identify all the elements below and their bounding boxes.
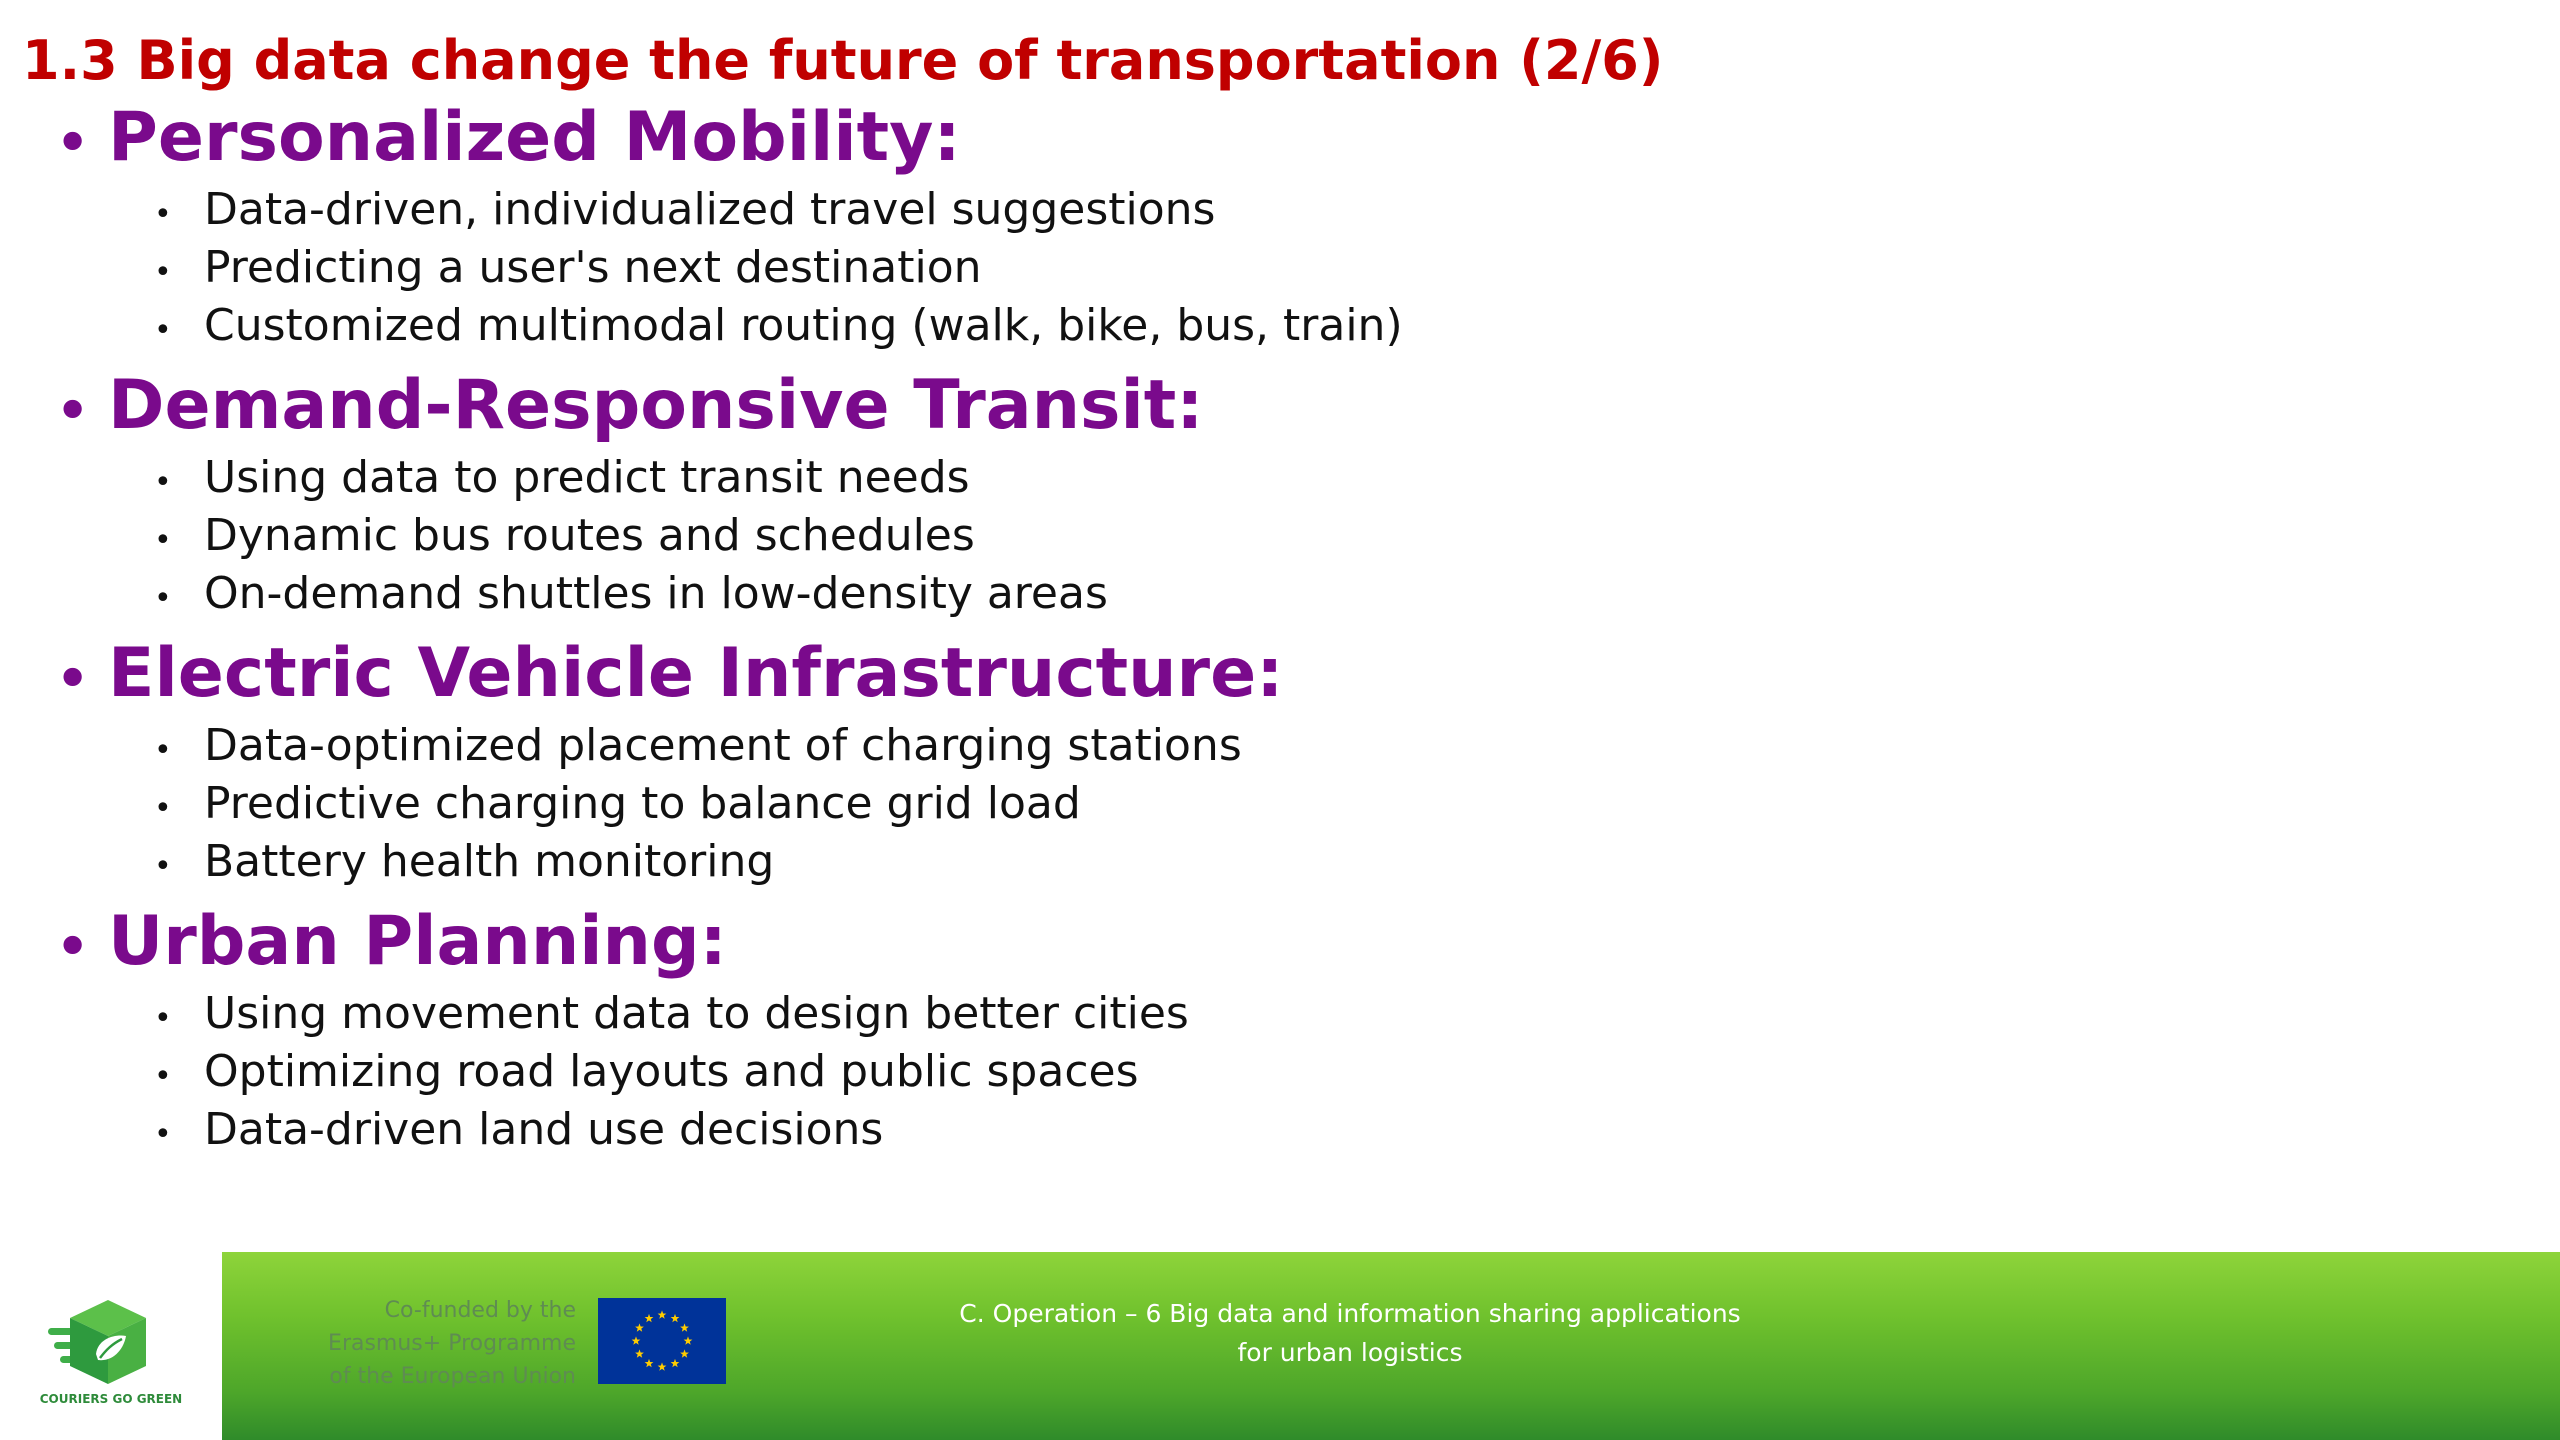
- list-item: [154, 720, 2456, 778]
- item-bullet: •: [154, 849, 172, 884]
- item-text: Customized multimodal routing (walk, bike, bus, train): [204, 300, 1403, 351]
- item-text: Optimizing road layouts and public spaces: [204, 1046, 1139, 1097]
- cofund-line: Erasmus+ Programme: [328, 1331, 576, 1356]
- item-bullet: •: [154, 1001, 172, 1036]
- bullet-list: [56, 720, 2456, 894]
- item-bullet: •: [154, 733, 172, 768]
- item-text: Data-driven land use decisions: [204, 1104, 884, 1155]
- footer-logo-area: [0, 1252, 222, 1440]
- section-demand-responsive-transit: [56, 366, 2456, 626]
- item-text: Using data to predict transit needs: [204, 452, 970, 503]
- heading-text: Electric Vehicle Infrastructure:: [108, 634, 1284, 713]
- item-bullet: •: [154, 465, 172, 500]
- section-electric-vehicle-infrastructure: [56, 634, 2456, 894]
- item-text: Using movement data to design better cities: [204, 988, 1189, 1039]
- heading-bullet: •: [56, 649, 90, 709]
- cofund-line: Co-funded by the: [384, 1298, 576, 1323]
- list-item: [154, 510, 2456, 568]
- section-heading: [56, 366, 2456, 452]
- cofunded-text: [296, 1294, 576, 1393]
- slide-title: 1.3 Big data change the future of transportation (2/6): [22, 29, 1664, 92]
- section-urban-planning: [56, 902, 2456, 1162]
- list-item: [154, 452, 2456, 510]
- slide-footer: [0, 1252, 2560, 1440]
- item-bullet: •: [154, 523, 172, 558]
- slide-content: [56, 98, 2456, 1162]
- list-item: [154, 988, 2456, 1046]
- caption-line: C. Operation – 6 Big data and information sharing applications: [959, 1299, 1741, 1328]
- heading-bullet: •: [56, 917, 90, 977]
- item-bullet: •: [154, 197, 172, 232]
- item-text: Predictive charging to balance grid load: [204, 778, 1081, 829]
- logo-text: COURIERS GO GREEN: [39, 1392, 183, 1406]
- bullet-list: [56, 452, 2456, 626]
- heading-bullet: •: [56, 381, 90, 441]
- item-text: Predicting a user's next destination: [204, 242, 982, 293]
- eu-flag-icon: [598, 1298, 726, 1384]
- list-item: [154, 1046, 2456, 1104]
- item-text: On-demand shuttles in low-density areas: [204, 568, 1108, 619]
- item-bullet: •: [154, 791, 172, 826]
- section-personalized-mobility: [56, 98, 2456, 358]
- item-bullet: •: [154, 313, 172, 348]
- item-text: Dynamic bus routes and schedules: [204, 510, 975, 561]
- list-item: [154, 836, 2456, 894]
- section-heading: [56, 634, 2456, 720]
- list-item: [154, 1104, 2456, 1162]
- list-item: [154, 300, 2456, 358]
- item-text: Battery health monitoring: [204, 836, 775, 887]
- item-bullet: •: [154, 581, 172, 616]
- heading-text: Personalized Mobility:: [108, 98, 961, 177]
- heading-text: Demand-Responsive Transit:: [108, 366, 1204, 445]
- item-bullet: •: [154, 255, 172, 290]
- heading-text: Urban Planning:: [108, 902, 727, 981]
- item-text: Data-optimized placement of charging stations: [204, 720, 1242, 771]
- heading-bullet: •: [56, 113, 90, 173]
- footer-caption: [850, 1294, 1850, 1372]
- item-text: Data-driven, individualized travel suggestions: [204, 184, 1216, 235]
- section-heading: [56, 902, 2456, 988]
- bullet-list: [56, 184, 2456, 358]
- caption-line: for urban logistics: [1237, 1338, 1463, 1367]
- couriers-go-green-logo-icon: [46, 1292, 168, 1392]
- list-item: [154, 242, 2456, 300]
- list-item: [154, 184, 2456, 242]
- item-bullet: •: [154, 1059, 172, 1094]
- list-item: [154, 568, 2456, 626]
- list-item: [154, 778, 2456, 836]
- item-bullet: •: [154, 1117, 172, 1152]
- bullet-list: [56, 988, 2456, 1162]
- section-heading: [56, 98, 2456, 184]
- cofund-line: of the European Union: [329, 1364, 576, 1389]
